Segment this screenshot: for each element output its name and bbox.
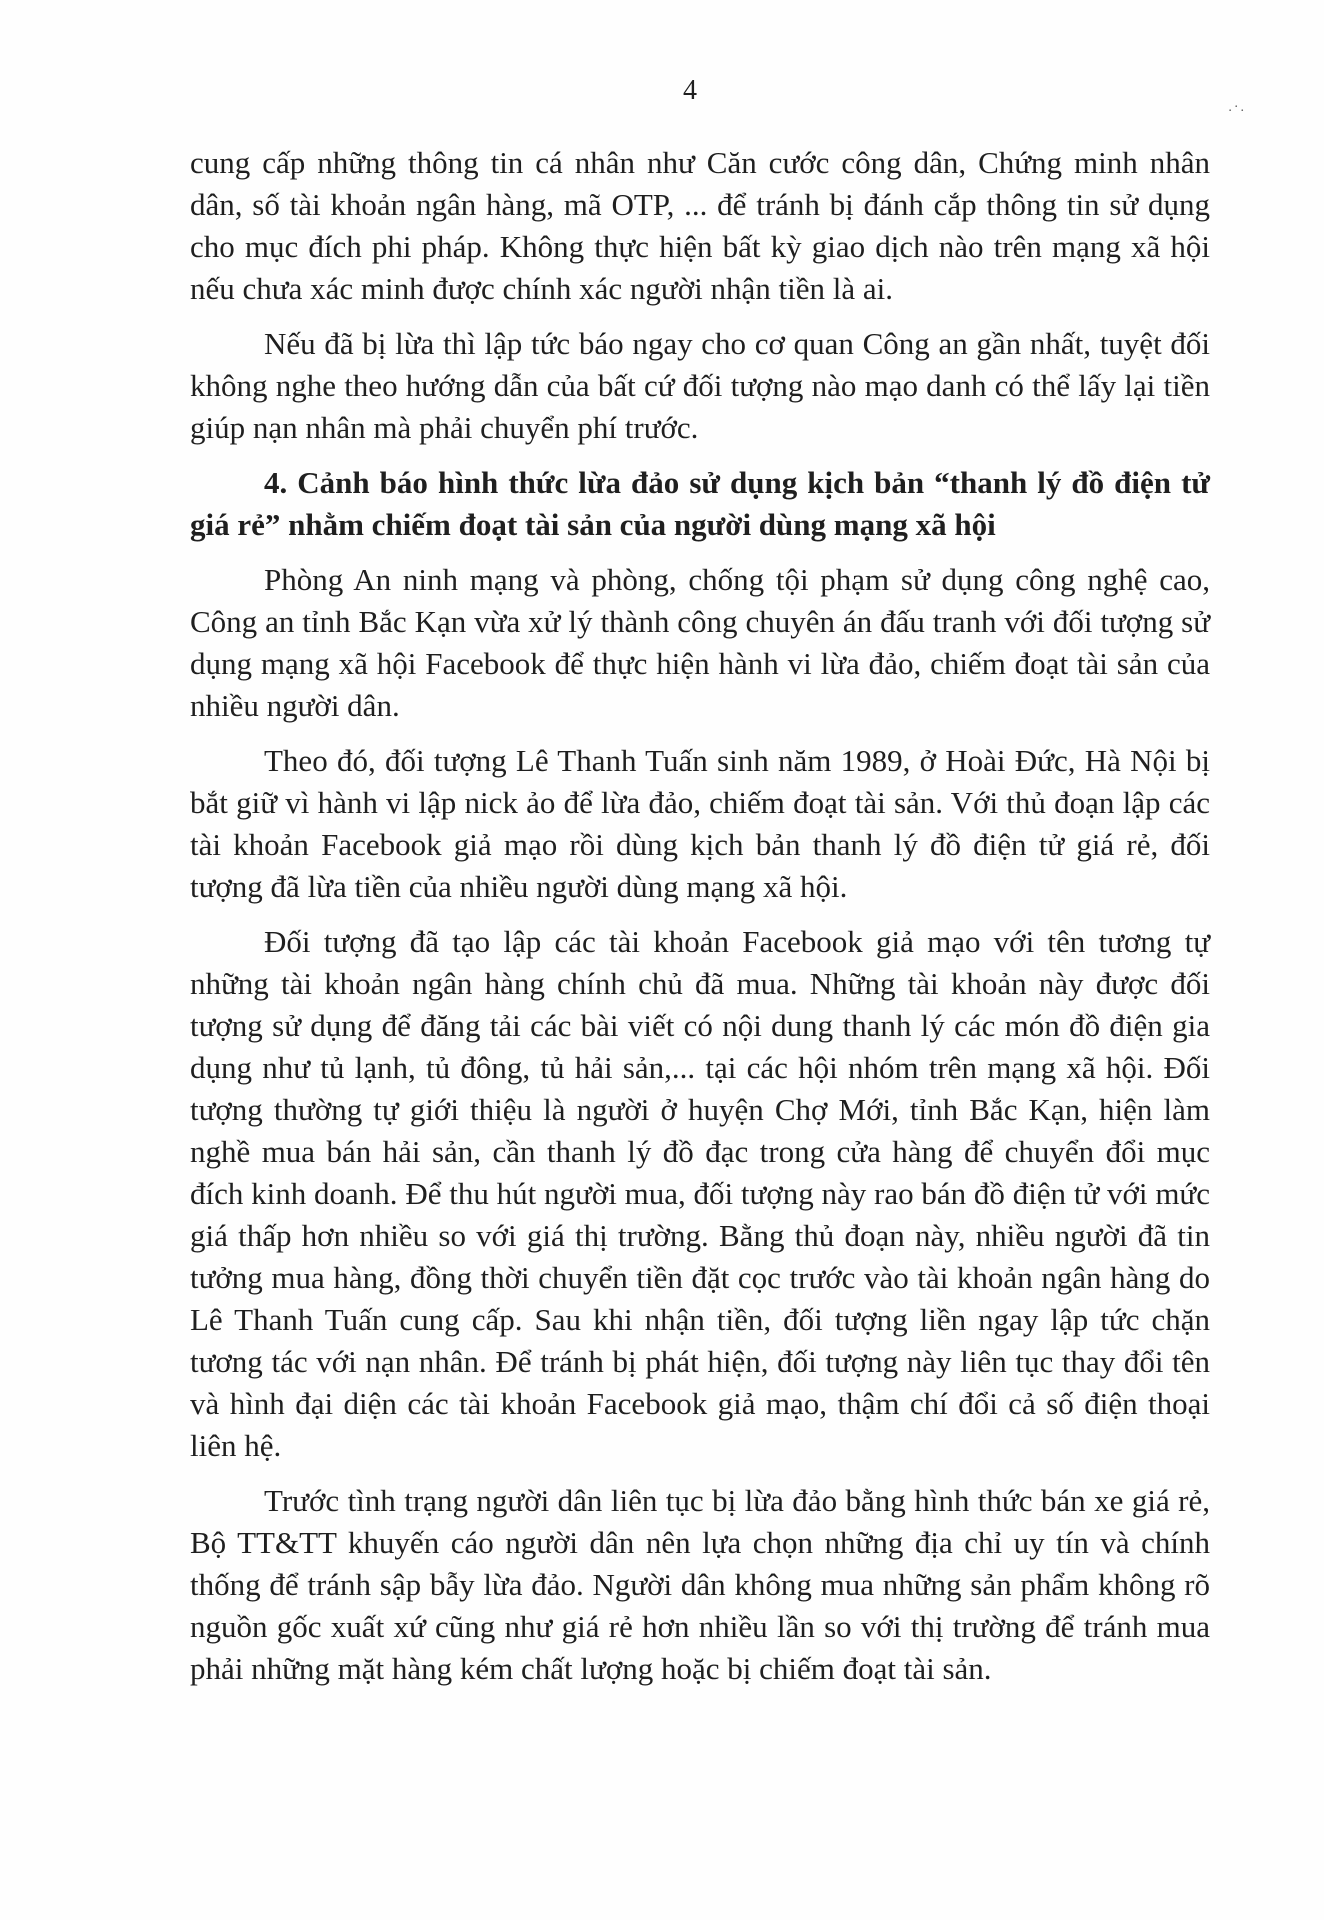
- paragraph-report-advice: Nếu đã bị lừa thì lập tức báo ngay cho cơ quan Công an gần nhất, tuyệt đối không nghe theo hướng dẫn của bất cứ đối tượng nào mạo danh có thể lấy lại tiền giúp nạn nhân mà phải chuyển phí trước.: [190, 326, 1210, 445]
- paragraph-method: Đối tượng đã tạo lập các tài khoản Facebook giả mạo với tên tương tự những tài khoản ngân hàng chính chủ đã mua. Những tài khoản này được đối tượng sử dụng để đăng tải các bài viết có nội dung thanh lý các món đồ điện gia dụng như tủ lạnh, tủ đông, tủ hải sản,... tại các hội nhóm trên mạng xã hội. Đối tượng thường tự giới thiệu là người ở huyện Chợ Mới, tỉnh Bắc Kạn, hiện làm nghề mua bán hải sản, cần thanh lý đồ đạc trong cửa hàng để chuyển đổi mục đích kinh doanh. Để thu hút người mua, đối tượng này rao bán đồ điện tử với mức giá thấp hơn nhiều so với giá thị trường. Bằng thủ đoạn này, nhiều người đã tin tưởng mua hàng, đồng thời chuyển tiền đặt cọc trước vào tài khoản ngân hàng do Lê Thanh Tuấn cung cấp. Sau khi nhận tiền, đối tượng liền ngay lập tức chặn tương tác với nạn nhân. Để tránh bị phát hiện, đối tượng này liên tục thay đổi tên và hình đại diện các tài khoản Facebook giả mạo, thậm chí đổi cả số điện thoại liên hệ.: [190, 924, 1210, 1463]
- paragraph-case-intro: Phòng An ninh mạng và phòng, chống tội phạm sử dụng công nghệ cao, Công an tỉnh Bắc Kạn vừa xử lý thành công chuyên án đấu tranh với đối tượng sử dụng mạng xã hội Facebook để thực hiện hành vi lừa đảo, chiếm đoạt tài sản của nhiều người dân.: [190, 562, 1210, 723]
- page-number: 4: [683, 75, 697, 106]
- scan-speck: .·.: [1228, 100, 1246, 115]
- paragraph-continuation: cung cấp những thông tin cá nhân như Căn cước công dân, Chứng minh nhân dân, số tài khoản ngân hàng, mã OTP, ... để tránh bị đánh cắp thông tin sử dụng cho mục đích phi pháp. Không thực hiện bất kỳ giao dịch nào trên mạng xã hội nếu chưa xác minh được chính xác người nhận tiền là ai.: [190, 145, 1210, 306]
- paragraph-suspect: Theo đó, đối tượng Lê Thanh Tuấn sinh năm 1989, ở Hoài Đức, Hà Nội bị bắt giữ vì hành vi lập nick ảo để lừa đảo, chiếm đoạt tài sản. Với thủ đoạn lập các tài khoản Facebook giả mạo rồi dùng kịch bản thanh lý đồ điện tử giá rẻ, đối tượng đã lừa tiền của nhiều người dùng mạng xã hội.: [190, 743, 1210, 904]
- paragraph-recommendation: Trước tình trạng người dân liên tục bị lừa đảo bằng hình thức bán xe giá rẻ, Bộ TT&TT khuyến cáo người dân nên lựa chọn những địa chỉ uy tín và chính thống để tránh sập bẫy lừa đảo. Người dân không mua những sản phẩm không rõ nguồn gốc xuất xứ cũng như giá rẻ hơn nhiều lần so với thị trường để tránh mua phải những mặt hàng kém chất lượng hoặc bị chiếm đoạt tài sản.: [190, 1483, 1210, 1686]
- document-body: [190, 142, 1210, 1703]
- section-heading-4: 4. Cảnh báo hình thức lừa đảo sử dụng kịch bản “thanh lý đồ điện tử giá rẻ” nhằm chiếm đoạt tài sản của người dùng mạng xã hội: [190, 465, 1210, 542]
